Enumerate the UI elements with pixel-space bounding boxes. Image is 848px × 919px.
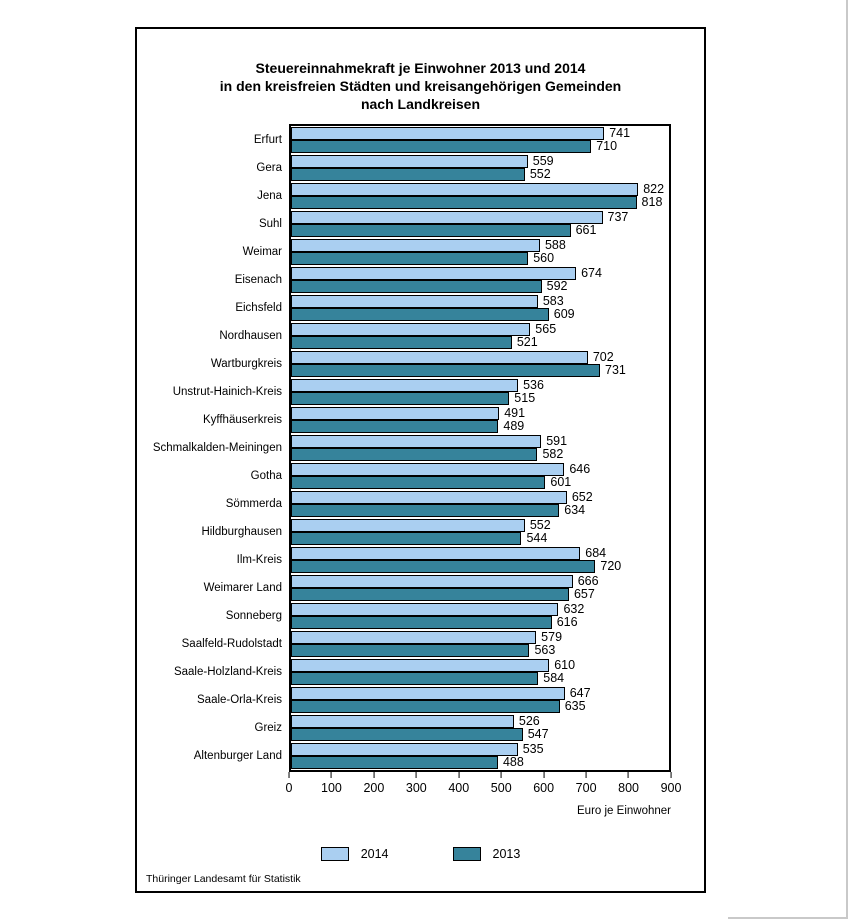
bar-value-label: 818 <box>641 195 663 209</box>
bar-line-2014 <box>291 743 669 756</box>
bar-group <box>173 658 669 686</box>
bar-value-label: 563 <box>534 643 556 657</box>
bar-value-label: 737 <box>607 210 629 224</box>
bar-line-2014 <box>291 211 669 224</box>
x-axis-tick <box>448 772 469 795</box>
bar-line-2013 <box>291 728 669 741</box>
bar-line-2014 <box>291 463 669 476</box>
bar-value-label: 552 <box>529 167 551 181</box>
bar-2013 <box>291 616 552 629</box>
bar-line-2014 <box>291 155 669 168</box>
bar-value-label: 609 <box>553 307 575 321</box>
category-label: Weimar <box>242 246 282 258</box>
bar-2013 <box>291 364 600 377</box>
bar-line-2013 <box>291 196 669 209</box>
bar-value-label: 610 <box>554 658 576 672</box>
category-label: Weimarer Land <box>203 582 282 594</box>
x-axis-tick-label: 300 <box>405 781 427 795</box>
bar-group <box>219 322 669 350</box>
bar-2013 <box>291 532 521 545</box>
bar-line-2013 <box>291 280 669 293</box>
bar-value-label: 547 <box>527 727 549 741</box>
bar-2014 <box>291 687 565 700</box>
bar-2013 <box>291 700 560 713</box>
x-axis-tick <box>533 772 554 795</box>
x-axis-tick-label: 400 <box>448 781 470 795</box>
source-text: Thüringer Landesamt für Statistik <box>146 873 301 885</box>
bar-line-2013 <box>291 504 669 517</box>
bar-2013 <box>291 448 537 461</box>
bar-line-2013 <box>291 168 669 181</box>
bar-value-label: 544 <box>526 531 548 545</box>
bar-line-2013 <box>291 224 669 237</box>
bar-2014 <box>291 603 558 616</box>
category-label: Eisenach <box>234 274 282 286</box>
bar-2013 <box>291 476 545 489</box>
x-axis-tick <box>491 772 512 795</box>
bar-line-2013 <box>291 336 669 349</box>
bar-2013 <box>291 224 571 237</box>
chart-title-line2: in den kreisfreien Städten und kreisangehörigen Gemeinden <box>219 78 622 94</box>
bar-value-label: 559 <box>532 154 554 168</box>
bar-line-2014 <box>291 407 669 420</box>
bar-line-2013 <box>291 672 669 685</box>
bar-line-2014 <box>291 267 669 280</box>
bar-2014 <box>291 659 549 672</box>
bar-line-2013 <box>291 532 669 545</box>
bar-2014 <box>291 379 518 392</box>
bar-group <box>234 266 669 294</box>
category-label: Schmalkalden-Meiningen <box>152 442 282 454</box>
bar-line-2014 <box>291 491 669 504</box>
bar-value-label: 521 <box>516 335 538 349</box>
bar-group <box>225 602 669 630</box>
bar-line-2014 <box>291 631 669 644</box>
bar-group <box>254 714 669 742</box>
bar-value-label: 526 <box>518 714 540 728</box>
x-axis-tick-mark <box>288 772 289 778</box>
legend <box>137 847 704 861</box>
bar-line-2014 <box>291 687 669 700</box>
bar-2013 <box>291 420 498 433</box>
category-label: Ilm-Kreis <box>236 554 282 566</box>
bar-2013 <box>291 672 538 685</box>
x-axis-tick <box>661 772 682 795</box>
bar-value-label: 582 <box>542 447 564 461</box>
plot-area <box>152 124 671 772</box>
bar-group <box>257 182 669 210</box>
bar-value-label: 584 <box>543 671 565 685</box>
bar-2014 <box>291 407 499 420</box>
bar-group <box>235 294 669 322</box>
legend-item-2014 <box>321 847 389 861</box>
bar-2013 <box>291 252 528 265</box>
bar-value-label: 684 <box>585 546 607 560</box>
bar-group <box>256 154 669 182</box>
category-label: Hildburghausen <box>201 526 282 538</box>
bar-group <box>152 434 669 462</box>
x-axis-tick <box>363 772 384 795</box>
bar-group <box>250 462 669 490</box>
bar-group <box>253 126 669 154</box>
bar-group <box>172 378 669 406</box>
bar-2014 <box>291 715 514 728</box>
bar-2014 <box>291 267 576 280</box>
bar-value-label: 616 <box>556 615 578 629</box>
plot-wrapper <box>152 124 682 817</box>
bar-line-2014 <box>291 715 669 728</box>
bar-line-2014 <box>291 379 669 392</box>
bar-line-2013 <box>291 644 669 657</box>
bar-2014 <box>291 295 538 308</box>
x-axis-tick-mark <box>373 772 374 778</box>
bar-2013 <box>291 140 591 153</box>
bar-value-label: 565 <box>535 322 557 336</box>
x-axis-tick-label: 600 <box>533 781 555 795</box>
x-axis-tick-label: 200 <box>363 781 385 795</box>
x-axis-tick <box>286 772 293 795</box>
bar-2013 <box>291 168 525 181</box>
legend-label-2014: 2014 <box>360 847 389 861</box>
x-axis-tick-label: 100 <box>321 781 342 795</box>
bar-line-2013 <box>291 252 669 265</box>
category-label: Greiz <box>254 722 282 734</box>
bar-2014 <box>291 211 603 224</box>
bar-value-label: 635 <box>564 699 586 713</box>
category-label: Jena <box>257 190 282 202</box>
x-axis-tick-label: 800 <box>618 781 639 795</box>
bar-2013 <box>291 392 509 405</box>
report-page <box>135 27 706 893</box>
bar-2013 <box>291 308 549 321</box>
legend-swatch-2014 <box>321 847 349 861</box>
bar-group <box>181 630 669 658</box>
bar-group <box>225 490 669 518</box>
bar-2014 <box>291 183 638 196</box>
bar-2013 <box>291 196 637 209</box>
category-label: Altenburger Land <box>193 750 282 762</box>
x-axis-tick-label: 500 <box>490 781 512 795</box>
bar-group <box>210 350 669 378</box>
bar-line-2013 <box>291 140 669 153</box>
bar-value-label: 731 <box>605 363 626 377</box>
chart-title-line3: nach Landkreisen <box>360 96 481 112</box>
category-label: Nordhausen <box>219 330 282 342</box>
bar-value-label: 647 <box>569 686 591 700</box>
bar-value-label: 536 <box>523 378 544 392</box>
x-axis-tick <box>321 772 342 795</box>
bar-2014 <box>291 435 541 448</box>
bar-value-label: 488 <box>502 755 524 769</box>
bar-line-2014 <box>291 183 669 196</box>
bar-line-2013 <box>291 700 669 713</box>
bar-group <box>193 742 669 770</box>
bar-value-label: 632 <box>563 602 585 616</box>
bar-value-label: 579 <box>541 630 563 644</box>
bar-2014 <box>291 323 530 336</box>
bar-value-label: 646 <box>569 462 591 476</box>
x-axis-tick-mark <box>416 772 417 778</box>
category-label: Wartburgkreis <box>210 358 282 370</box>
bar-2014 <box>291 351 588 364</box>
category-label: Eichsfeld <box>235 302 282 314</box>
bar-value-label: 741 <box>609 126 631 140</box>
bar-value-label: 491 <box>504 406 526 420</box>
bar-value-label: 588 <box>544 238 566 252</box>
category-label: Sonneberg <box>225 610 282 622</box>
bar-value-label: 552 <box>529 518 551 532</box>
bar-value-label: 666 <box>577 574 599 588</box>
category-label: Gera <box>256 162 282 174</box>
bar-2013 <box>291 280 542 293</box>
category-label: Saale-Orla-Kreis <box>197 694 282 706</box>
category-label: Suhl <box>258 218 282 230</box>
bar-2014 <box>291 463 564 476</box>
bar-2013 <box>291 560 595 573</box>
bar-2014 <box>291 239 540 252</box>
bar-value-label: 634 <box>564 503 586 517</box>
bar-value-label: 515 <box>514 391 536 405</box>
bar-line-2014 <box>291 575 669 588</box>
bar-2014 <box>291 743 518 756</box>
bar-line-2013 <box>291 448 669 461</box>
bar-line-2014 <box>291 323 669 336</box>
bar-2013 <box>291 504 559 517</box>
bar-line-2014 <box>291 239 669 252</box>
bar-2014 <box>291 155 528 168</box>
bar-line-2013 <box>291 588 669 601</box>
bar-group <box>202 406 669 434</box>
x-axis-tick-label: 900 <box>660 781 682 795</box>
bar-group <box>203 574 669 602</box>
bar-group <box>258 210 669 238</box>
x-axis-tick-mark <box>501 772 502 778</box>
bar-value-label: 583 <box>542 294 564 308</box>
x-axis-tick-label: 0 <box>285 781 293 795</box>
category-label: Gotha <box>250 470 282 482</box>
bar-line-2013 <box>291 560 669 573</box>
bar-value-label: 674 <box>581 266 602 280</box>
bar-line-2014 <box>291 295 669 308</box>
bar-value-label: 710 <box>596 139 618 153</box>
bar-2014 <box>291 127 604 140</box>
bar-2013 <box>291 588 569 601</box>
bar-value-label: 652 <box>571 490 593 504</box>
bar-value-label: 535 <box>522 742 544 756</box>
x-axis-tick-mark <box>458 772 459 778</box>
bar-value-label: 822 <box>643 182 665 196</box>
bar-line-2014 <box>291 435 669 448</box>
bar-2014 <box>291 519 525 532</box>
bar-value-label: 560 <box>533 251 555 265</box>
x-axis-title: Euro je Einwohner <box>577 805 671 817</box>
bar-group <box>236 546 669 574</box>
bar-value-label: 657 <box>573 587 595 601</box>
bar-line-2013 <box>291 616 669 629</box>
bar-2014 <box>291 631 536 644</box>
x-axis-tick-mark <box>586 772 587 778</box>
bar-value-label: 720 <box>600 559 622 573</box>
bar-2013 <box>291 336 512 349</box>
chart-title <box>137 59 704 113</box>
x-axis <box>285 772 682 817</box>
category-label: Erfurt <box>253 134 282 146</box>
bar-value-label: 592 <box>546 279 568 293</box>
bar-group <box>197 686 669 714</box>
bar-value-label: 702 <box>592 350 614 364</box>
bar-group <box>242 238 669 266</box>
bar-group <box>201 518 669 546</box>
bar-line-2013 <box>291 308 669 321</box>
bar-line-2014 <box>291 659 669 672</box>
legend-swatch-2013 <box>453 847 481 861</box>
bar-2014 <box>291 491 567 504</box>
bar-line-2013 <box>291 364 669 377</box>
bar-value-label: 489 <box>503 419 525 433</box>
category-label: Unstrut-Hainich-Kreis <box>172 386 282 398</box>
x-axis-tick-mark <box>543 772 544 778</box>
bar-line-2013 <box>291 420 669 433</box>
x-axis-tick-label: 700 <box>575 781 597 795</box>
x-axis-tick-mark <box>331 772 332 778</box>
bar-line-2014 <box>291 603 669 616</box>
bar-2013 <box>291 644 529 657</box>
bar-2013 <box>291 728 523 741</box>
bar-2014 <box>291 547 580 560</box>
bar-value-label: 601 <box>550 475 572 489</box>
chart-title-line1: Steuereinnahmekraft je Einwohner 2013 und 2014 <box>255 60 586 76</box>
x-axis-tick-mark <box>628 772 629 778</box>
category-label: Saale-Holzland-Kreis <box>173 666 282 678</box>
bar-value-label: 661 <box>575 223 597 237</box>
bar-value-label: 591 <box>546 434 568 448</box>
bar-2013 <box>291 756 498 769</box>
category-label: Saalfeld-Rudolstadt <box>181 638 282 650</box>
legend-label-2013: 2013 <box>492 847 521 861</box>
x-axis-tick <box>618 772 639 795</box>
legend-item-2013 <box>453 847 521 861</box>
bar-line-2014 <box>291 519 669 532</box>
category-label: Kyffhäuserkreis <box>202 414 282 426</box>
bar-line-2013 <box>291 392 669 405</box>
bar-2014 <box>291 575 573 588</box>
bar-line-2013 <box>291 756 669 769</box>
x-axis-tick <box>576 772 597 795</box>
x-axis-tick <box>406 772 427 795</box>
category-label: Sömmerda <box>225 498 282 510</box>
x-axis-tick-mark <box>670 772 671 778</box>
bar-line-2013 <box>291 476 669 489</box>
